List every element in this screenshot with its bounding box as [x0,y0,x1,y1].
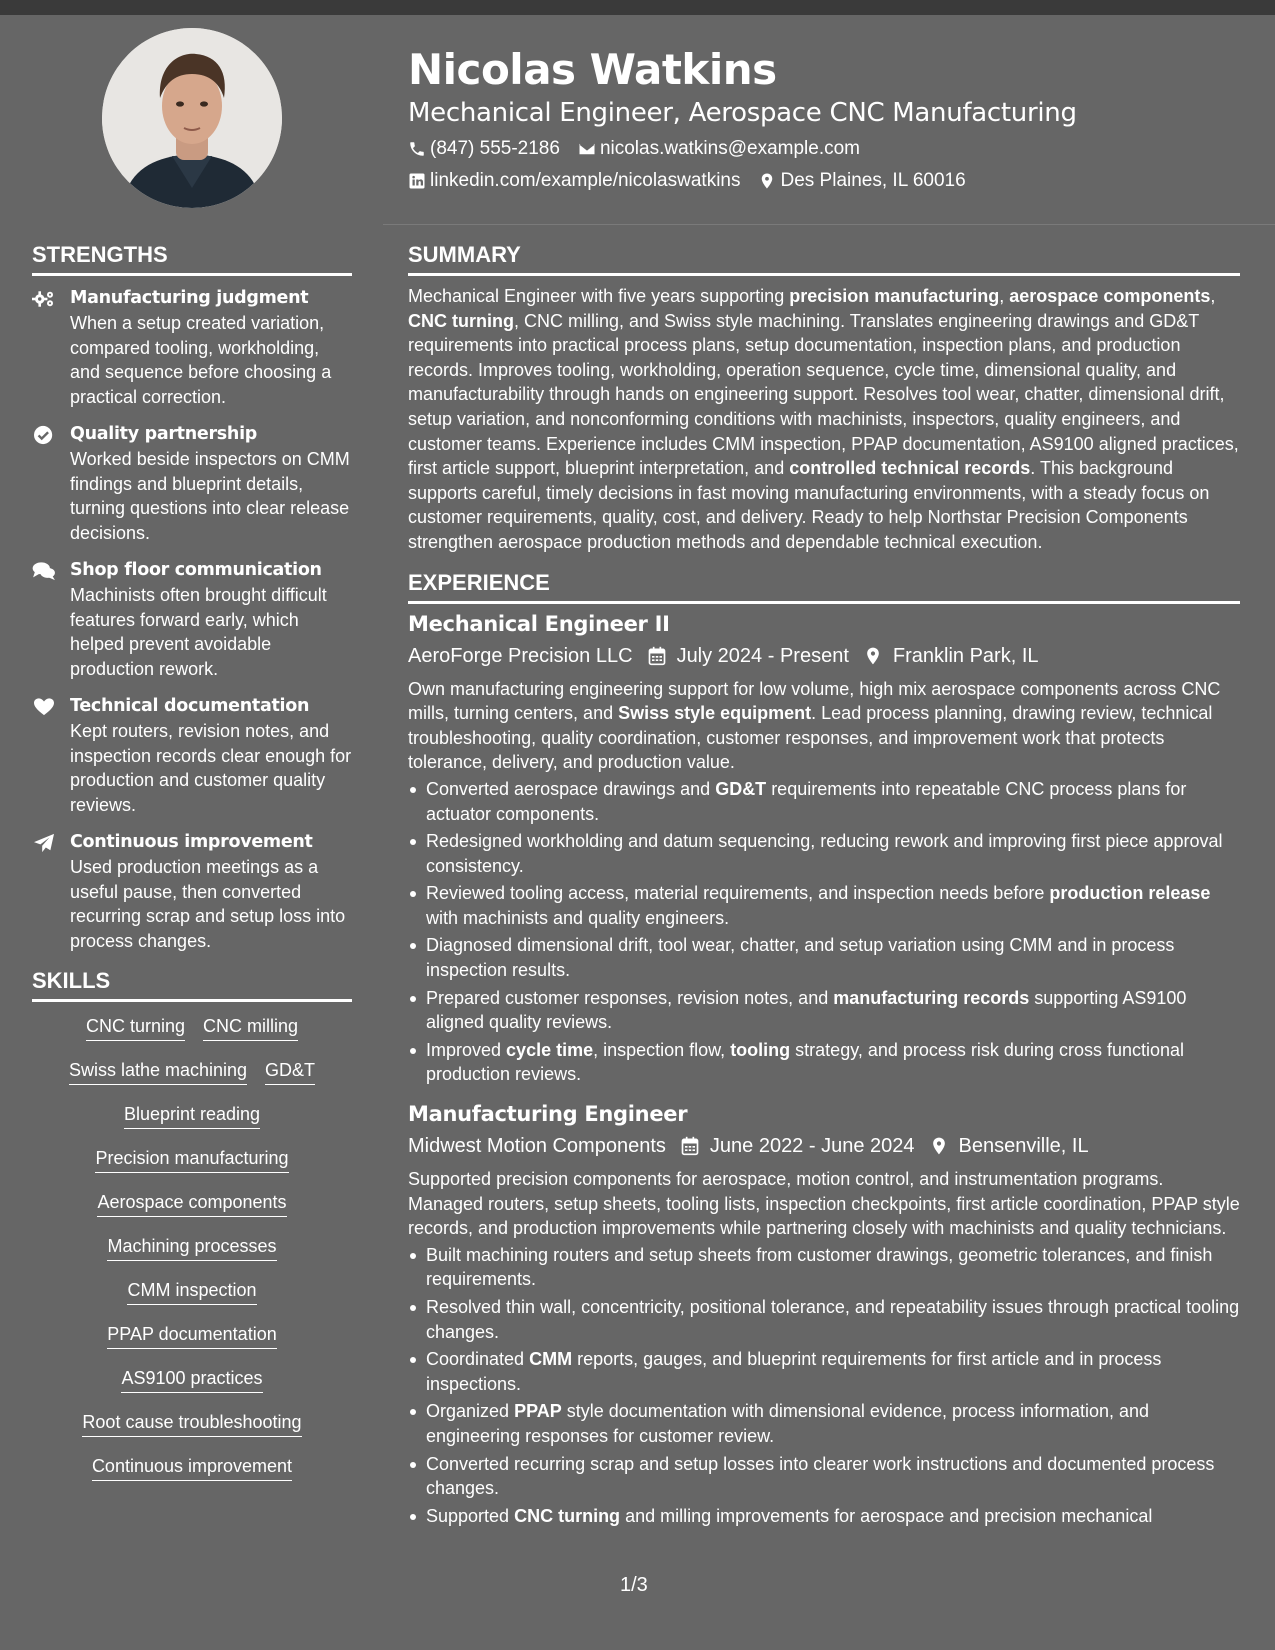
skill-row [32,1058,352,1085]
text-run: Converted aerospace drawings and [426,778,716,799]
paper-plane-icon [32,833,56,853]
strength-title: Manufacturing judgment [70,288,309,308]
text-run: requirements into repeatable CNC process plans for actuator components. [426,778,1187,824]
text-run: Reviewed tooling access, material requirements, and inspection needs before [426,883,1050,904]
skill-tag: Swiss lathe machining [69,1058,247,1085]
text-run: Built machining routers and setup sheets from customer drawings, geometric tolerances, and finish requirements. [426,1244,1213,1290]
calendar-icon [680,1136,700,1156]
linkedin-url[interactable]: linkedin.com/example/nicolaswatkins [430,170,741,191]
calendar-icon [647,646,667,666]
skill-row [32,1454,352,1481]
text-run: Diagnosed dimensional drift, tool wear, chatter, and setup variation using CMM and in process inspection results. [426,935,1175,981]
job-bullet [408,1243,1240,1292]
bold-text: manufacturing records [833,987,1030,1008]
text-run: . Lead process planning, drawing review, technical troubleshooting, quality coordination, customer responses, and improvement work that protects tolerance, delivery, and production value. [408,703,1213,773]
contact-row-1 [408,136,1248,162]
skill-row [32,1102,352,1129]
text-run: Coordinated [426,1349,530,1370]
text-run: strategy, and process risk during cross functional production reviews. [426,1039,1185,1085]
text-run: . This background supports careful, timely decisions in fast moving manufacturing environments, with a steady focus on customer requirements, quality, cost, and delivery. Ready to help Northstar Precision Components strengthen aerospace production methods and dependable technical execution. [408,458,1210,552]
bold-text: GD&T [715,778,767,799]
job-bullet [408,933,1240,982]
linkedin-contact[interactable] [408,168,740,194]
sidebar [32,240,352,1498]
comments-icon [32,561,56,581]
main-column [408,240,1240,1531]
strength-title: Technical documentation [70,696,310,716]
strength-item [32,558,352,681]
strength-description: When a setup created variation, compared tooling, workholding, and sequence before choosing a practical correction. [70,313,332,407]
skill-tag: Precision manufacturing [95,1146,288,1173]
job-location [863,641,1039,671]
date-range: June 2022 - June 2024 [709,1135,915,1158]
job-meta [408,641,1240,671]
strength-title: Quality partnership [70,424,257,444]
skill-tag: Continuous improvement [92,1454,292,1481]
text-run: , CNC milling, and Swiss style machining. Translates engineering drawings and GD&T requirements into practical process plans, setup documentation, inspection plans, and production records. Improves tooling, workholding, operation sequence, cycle time, dimensional quality, and manufacturability through hands on engineering support. Resolves tool wear, chatter, dimensional drift, setup variation, and nonconforming conditions with machinists, inspectors, quality engineers, and customer teams. Experience includes CMM inspection, PPAP documentation, AS9100 aligned practices, first article support, blueprint interpretation, and [408,310,1239,479]
strengths-heading: STRENGTHS [32,242,168,267]
strength-description: Used production meetings as a useful pause, then converted recurring scrap and setup loss into process changes. [70,857,346,951]
text-run: , [1210,286,1216,306]
company [408,1131,666,1161]
company [408,641,633,671]
text-run: Own manufacturing engineering support for low volume, high mix aerospace components across CNC mills, turning centers, and [408,678,1221,724]
job-bullet [408,881,1240,930]
location-text: Bensenville, IL [958,1135,1089,1158]
strength-description: Machinists often brought difficult features forward early, which helped prevent avoidable production rework. [70,585,327,679]
job-dates [647,641,849,671]
skill-tag: CNC turning [86,1014,185,1041]
job-bullet [408,1452,1240,1501]
text-run: style documentation with dimensional evidence, process information, and engineering responses for customer review. [426,1401,1150,1446]
job-title: Manufacturing Engineer [408,1102,688,1127]
text-run: Redesigned workholding and datum sequencing, reducing rework and improving first piece approval consistency. [426,831,1223,876]
text-run: Resolved thin wall, concentricity, positional tolerance, and repeatability issues through practical tooling changes. [426,1297,1240,1342]
check-circle-icon [32,425,56,445]
summary-text [408,284,1240,555]
text-run: Supported [426,1505,515,1526]
bold-text: CNC turning [514,1505,621,1526]
text-run: , [999,286,1010,306]
strength-item [32,286,352,409]
text-run: with machinists and quality engineers. [426,907,730,928]
skill-row [32,1146,352,1173]
job-bullets [408,1243,1240,1529]
map-marker-icon [929,1136,949,1156]
profile-photo [102,28,282,208]
phone-number: (847) 555-2186 [430,138,560,159]
job-description [408,1167,1240,1241]
job-bullet [408,1347,1240,1396]
bold-text: CMM [529,1349,573,1370]
linkedin-icon [408,172,426,190]
map-marker-icon [758,172,776,190]
bold-text: PPAP [514,1401,562,1422]
text-run: , inspection flow, [593,1039,731,1060]
bold-text: cycle time [506,1039,594,1060]
strength-title: Shop floor communication [70,560,322,580]
skill-tag: PPAP documentation [107,1322,276,1349]
job-title: Mechanical Engineer II [408,611,670,636]
page-number: 1/3 [620,1574,648,1596]
company-name: AeroForge Precision LLC [408,644,633,667]
date-range: July 2024 - Present [676,644,849,667]
strength-item [32,830,352,953]
strength-description: Worked beside inspectors on CMM findings and blueprint details, turning questions into clear release decisions. [70,449,350,543]
strength-item [32,422,352,545]
bold-text: Swiss style equipment [618,703,812,724]
job-entry [408,1099,1240,1528]
phone-contact [408,136,560,162]
strength-item [32,694,352,817]
job-bullet [408,829,1240,878]
location-text: Des Plaines, IL 60016 [780,170,966,191]
text-run: reports, gauges, and blueprint requirements for first article and in process inspections. [426,1349,1162,1394]
skills-list [32,1014,352,1498]
bold-text: precision manufacturing [789,286,1000,306]
job-location [929,1131,1089,1161]
experience-rule [408,601,1240,604]
job-bullet [408,1295,1240,1344]
skill-tag: AS9100 practices [121,1366,262,1393]
job-description [408,677,1240,775]
bold-text: CNC turning [408,310,514,331]
skill-tag: Root cause troubleshooting [82,1410,301,1437]
text-run: Mechanical Engineer with five years supporting [408,286,790,306]
email-contact[interactable] [578,136,860,162]
text-run: Prepared customer responses, revision notes, and [426,987,834,1008]
skill-row [32,1366,352,1393]
summary-rule [408,273,1240,276]
top-bar [0,0,1275,15]
strengths-list [32,286,352,953]
skill-tag: GD&T [265,1058,315,1085]
job-entry [408,609,1240,1088]
job-bullet [408,1399,1240,1448]
skills-rule [32,999,352,1002]
contact-row-2 [408,168,1248,194]
heart-icon [32,697,56,717]
skills-heading: SKILLS [32,968,111,993]
skill-tag: CNC milling [203,1014,298,1041]
location-contact [758,168,965,194]
location-text: Franklin Park, IL [892,644,1039,667]
email-address[interactable]: nicolas.watkins@example.com [599,138,860,159]
text-run: supporting AS9100 aligned quality reviews. [426,987,1187,1033]
text-run: Improved [426,1039,507,1060]
gears-icon [32,289,56,309]
strengths-rule [32,273,352,276]
bold-text: tooling [730,1039,791,1060]
resume-header [408,44,1248,194]
skill-row [32,1234,352,1261]
job-meta [408,1131,1240,1161]
job-bullet [408,986,1240,1035]
header-divider [383,224,1275,225]
job-bullet [408,1504,1240,1529]
candidate-name: Nicolas Watkins [408,45,777,94]
job-bullets [408,777,1240,1087]
job-bullet [408,1038,1240,1087]
summary-heading: SUMMARY [408,242,521,267]
bold-text: controlled technical records [789,458,1031,479]
text-run: Converted recurring scrap and setup losses into clearer work instructions and documented process changes. [426,1453,1215,1499]
strength-description: Kept routers, revision notes, and inspection records clear enough for production and customer quality reviews. [70,721,352,815]
text-run: Organized [426,1401,515,1422]
strength-title: Continuous improvement [70,832,313,852]
envelope-icon [578,140,596,158]
candidate-headline: Mechanical Engineer, Aerospace CNC Manufacturing [408,98,1077,128]
text-run: and milling improvements for aerospace and precision mechanical [620,1505,1153,1526]
skill-row [32,1190,352,1217]
skill-tag: Machining processes [107,1234,276,1261]
text-run: Supported precision components for aerospace, motion control, and instrumentation programs. Managed routers, setup sheets, tooling lists, inspection checkpoints, first article coordination, PPAP style records, and production improvements while partnering closely with machinists and quality technicians. [408,1169,1240,1239]
skill-tag: Aerospace components [97,1190,286,1217]
job-bullet [408,777,1240,826]
map-marker-icon [863,646,883,666]
company-name: Midwest Motion Components [408,1135,666,1158]
skill-row [32,1322,352,1349]
bold-text: production release [1049,883,1211,904]
experience-heading: EXPERIENCE [408,569,550,595]
skill-row [32,1410,352,1437]
skill-row [32,1014,352,1041]
bold-text: aerospace components [1009,286,1211,306]
phone-icon [408,140,426,158]
skill-tag: CMM inspection [127,1278,256,1305]
skill-row [32,1278,352,1305]
job-dates [680,1131,915,1161]
skill-tag: Blueprint reading [124,1102,260,1129]
